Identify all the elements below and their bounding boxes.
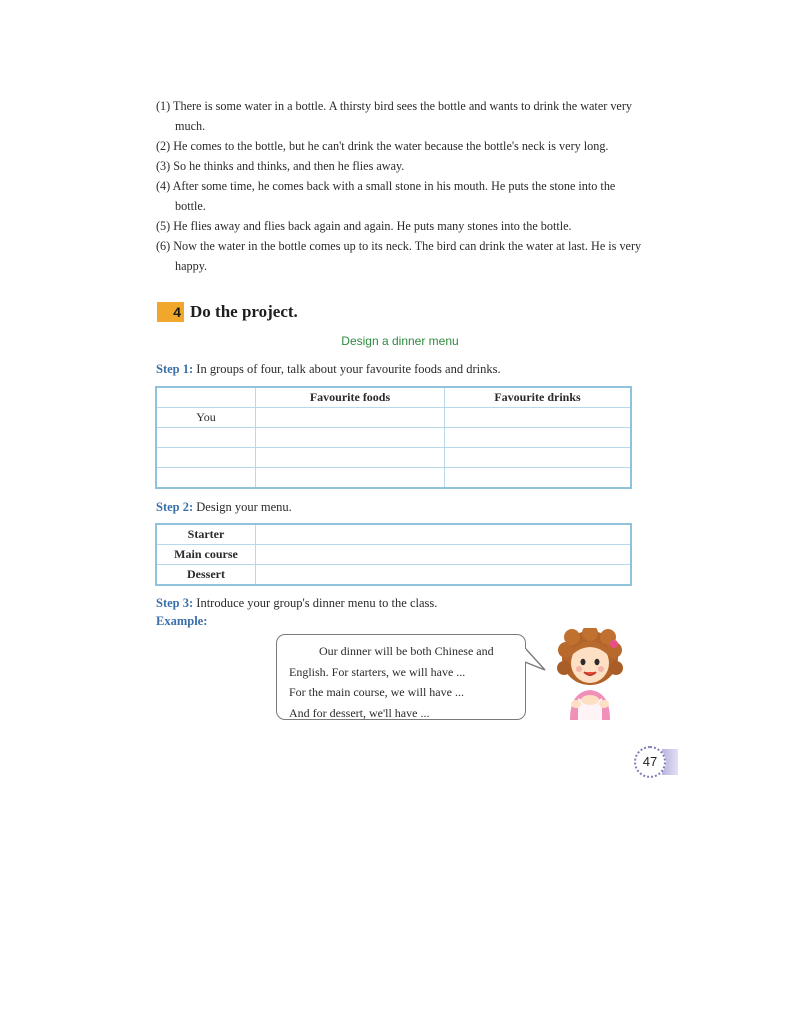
table-header-cell: [156, 387, 256, 408]
story-item-1: (1) There is some water in a bottle. A thirsty bird sees the bottle and wants to drink the water very much.: [156, 99, 632, 133]
table-cell[interactable]: [156, 468, 256, 489]
girl-illustration: [556, 628, 624, 720]
section-number-badge: 4: [157, 302, 184, 322]
step-2: [156, 500, 292, 515]
table-cell[interactable]: [445, 408, 632, 428]
step-1: [156, 362, 501, 377]
menu-cell-dessert[interactable]: [256, 565, 632, 586]
page-number-label: 47: [634, 746, 666, 778]
bubble-line-2: English. For starters, we will have ...: [289, 664, 466, 679]
menu-cell-starter[interactable]: [256, 524, 632, 545]
table-row: [156, 524, 631, 545]
story-item-2: (2) He comes to the bottle, but he can't drink the water because the bottle's neck is very long.: [156, 139, 609, 153]
speech-bubble: [276, 634, 526, 720]
table-row: [156, 565, 631, 586]
table-row: [156, 428, 631, 448]
bubble-line-1: Our dinner will be both Chinese and: [319, 644, 494, 658]
step-1-label: Step 1:: [156, 362, 194, 376]
bubble-line-4: And for dessert, we'll have ...: [289, 705, 430, 720]
table-cell-name: You: [156, 408, 256, 428]
section-title: Do the project.: [190, 302, 298, 321]
table-cell[interactable]: [256, 468, 445, 489]
menu-table: [155, 523, 632, 586]
story-item-3: (3) So he thinks and thinks, and then he flies away.: [156, 159, 405, 173]
story-item-4: (4) After some time, he comes back with a small stone in his mouth. He puts the stone into the bottle.: [156, 179, 616, 213]
table-cell[interactable]: [156, 428, 256, 448]
step-2-label: Step 2:: [156, 500, 194, 514]
table-header-row: [156, 387, 631, 408]
story-list: [156, 96, 646, 276]
project-subtitle: Design a dinner menu: [341, 334, 459, 348]
favourites-table: [155, 386, 632, 489]
menu-label-main-course: Main course: [156, 545, 256, 565]
table-cell[interactable]: [256, 448, 445, 468]
menu-label-starter: Starter: [156, 524, 256, 545]
step-3-text: Introduce your group's dinner menu to the class.: [193, 596, 438, 610]
story-item-6: (6) Now the water in the bottle comes up to its neck. The bird can drink the water at last. He is very happy.: [156, 239, 642, 273]
table-cell[interactable]: [445, 468, 632, 489]
step-3: [156, 596, 437, 611]
section-heading: [157, 302, 298, 322]
table-row: [156, 448, 631, 468]
step-3-label: Step 3:: [156, 596, 194, 610]
table-row: [156, 468, 631, 489]
bubble-line-3: For the main course, we will have ...: [289, 685, 464, 699]
menu-cell-main-course[interactable]: [256, 545, 632, 565]
speech-bubble-tail: [525, 640, 547, 676]
step-1-text: In groups of four, talk about your favourite foods and drinks.: [193, 362, 501, 376]
table-cell[interactable]: [445, 428, 632, 448]
table-cell[interactable]: [256, 408, 445, 428]
step-2-text: Design your menu.: [193, 500, 292, 514]
table-cell[interactable]: [445, 448, 632, 468]
table-cell[interactable]: [156, 448, 256, 468]
table-row: [156, 408, 631, 428]
table-header-drinks: Favourite drinks: [445, 387, 632, 408]
table-row: [156, 545, 631, 565]
story-item-5: (5) He flies away and flies back again and again. He puts many stones into the bottle.: [156, 219, 572, 233]
example-label: Example:: [156, 614, 208, 628]
table-cell[interactable]: [256, 428, 445, 448]
menu-label-dessert: Dessert: [156, 565, 256, 586]
table-header-foods: Favourite foods: [256, 387, 445, 408]
page-number: [634, 744, 674, 782]
